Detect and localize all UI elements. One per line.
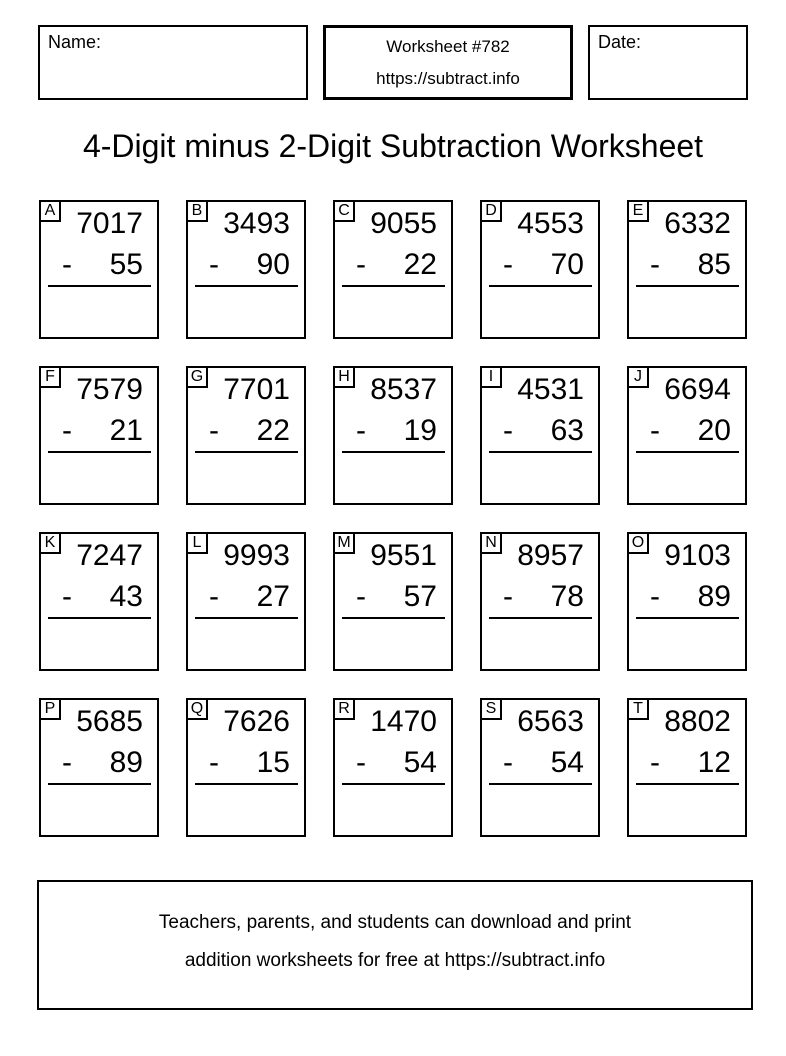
subtrahend-row [629, 248, 745, 282]
minuend: 1470 [370, 705, 437, 738]
subtrahend: 70 [550, 248, 584, 281]
subtrahend-row [482, 580, 598, 614]
header [38, 25, 748, 100]
subtrahend-row [335, 414, 451, 448]
problem-card-q [186, 698, 306, 837]
answer-area[interactable] [489, 617, 592, 657]
footer-line1: Teachers, parents, and students can download and print [158, 912, 632, 933]
problem-card-r [333, 698, 453, 837]
minuend: 7017 [76, 207, 143, 240]
problem-letter: M [333, 532, 355, 554]
subtrahend: 89 [109, 746, 143, 779]
problem-card-l [186, 532, 306, 671]
subtrahend: 15 [256, 746, 290, 779]
answer-area[interactable] [342, 451, 445, 491]
minuend: 4553 [517, 207, 584, 240]
problem-card-t [627, 698, 747, 837]
answer-area[interactable] [636, 285, 739, 325]
problem-letter: T [627, 698, 649, 720]
minuend: 7247 [76, 539, 143, 572]
minuend: 9993 [223, 539, 290, 572]
problem-card-e [627, 200, 747, 339]
problem-letter: K [39, 532, 61, 554]
subtrahend-row [482, 414, 598, 448]
problem-card-n [480, 532, 600, 671]
minus-operator: - [62, 580, 72, 613]
minuend: 6332 [664, 207, 731, 240]
answer-area[interactable] [489, 783, 592, 823]
answer-area[interactable] [48, 617, 151, 657]
answer-area[interactable] [636, 617, 739, 657]
subtrahend: 27 [256, 580, 290, 613]
minus-operator: - [209, 580, 219, 613]
answer-area[interactable] [636, 783, 739, 823]
problem-card-j [627, 366, 747, 505]
name-field-box[interactable] [38, 25, 308, 100]
minus-operator: - [650, 746, 660, 779]
problem-letter: E [627, 200, 649, 222]
problem-card-m [333, 532, 453, 671]
page-title: 4-Digit minus 2-Digit Subtraction Worksheet [82, 128, 704, 164]
answer-area[interactable] [195, 451, 298, 491]
subtrahend-row [335, 580, 451, 614]
minus-operator: - [503, 746, 513, 779]
subtrahend: 22 [256, 414, 290, 447]
minus-operator: - [503, 414, 513, 447]
minus-operator: - [503, 580, 513, 613]
subtrahend-row [629, 746, 745, 780]
minus-operator: - [356, 746, 366, 779]
minuend: 8802 [664, 705, 731, 738]
problem-letter: R [333, 698, 355, 720]
problem-card-p [39, 698, 159, 837]
problem-card-i [480, 366, 600, 505]
subtrahend: 85 [697, 248, 731, 281]
answer-area[interactable] [48, 285, 151, 325]
minuend: 8537 [370, 373, 437, 406]
problem-letter: D [480, 200, 502, 222]
subtrahend: 63 [550, 414, 584, 447]
footer-box [37, 880, 753, 1010]
answer-area[interactable] [195, 285, 298, 325]
answer-area[interactable] [342, 617, 445, 657]
subtrahend: 54 [403, 746, 437, 779]
minus-operator: - [356, 248, 366, 281]
subtrahend: 21 [109, 414, 143, 447]
problem-card-k [39, 532, 159, 671]
answer-area[interactable] [489, 285, 592, 325]
answer-area[interactable] [48, 451, 151, 491]
problem-letter: N [480, 532, 502, 554]
problems-grid [39, 200, 747, 837]
subtrahend-row [188, 580, 304, 614]
subtrahend: 22 [403, 248, 437, 281]
problem-letter: G [186, 366, 208, 388]
problem-card-f [39, 366, 159, 505]
subtrahend-row [41, 414, 157, 448]
subtrahend-row [335, 248, 451, 282]
minus-operator: - [62, 746, 72, 779]
minus-operator: - [62, 248, 72, 281]
subtrahend: 89 [697, 580, 731, 613]
problem-card-c [333, 200, 453, 339]
problem-letter: H [333, 366, 355, 388]
minuend: 4531 [517, 373, 584, 406]
problem-letter: I [480, 366, 502, 388]
subtrahend-row [41, 746, 157, 780]
problem-card-o [627, 532, 747, 671]
worksheet-info-box [323, 25, 573, 100]
problem-card-s [480, 698, 600, 837]
minuend: 5685 [76, 705, 143, 738]
subtrahend: 43 [109, 580, 143, 613]
answer-area[interactable] [48, 783, 151, 823]
answer-area[interactable] [342, 285, 445, 325]
subtrahend-row [188, 746, 304, 780]
subtrahend-row [629, 580, 745, 614]
worksheet-url: https://subtract.info [376, 68, 520, 88]
subtrahend-row [482, 746, 598, 780]
minuend: 3493 [223, 207, 290, 240]
problem-letter: J [627, 366, 649, 388]
problem-letter: A [39, 200, 61, 222]
minus-operator: - [209, 248, 219, 281]
problem-letter: B [186, 200, 208, 222]
answer-area[interactable] [195, 783, 298, 823]
problem-card-b [186, 200, 306, 339]
answer-area[interactable] [195, 617, 298, 657]
subtrahend-row [482, 248, 598, 282]
subtrahend-row [629, 414, 745, 448]
subtrahend-row [188, 248, 304, 282]
subtrahend: 12 [697, 746, 731, 779]
answer-area[interactable] [342, 783, 445, 823]
minuend: 7626 [223, 705, 290, 738]
problem-letter: C [333, 200, 355, 222]
answer-area[interactable] [636, 451, 739, 491]
minus-operator: - [650, 414, 660, 447]
minus-operator: - [209, 746, 219, 779]
subtrahend: 90 [256, 248, 290, 281]
problem-letter: P [39, 698, 61, 720]
minuend: 9103 [664, 539, 731, 572]
minuend: 6563 [517, 705, 584, 738]
footer-line2: addition worksheets for free at https://subtract.info [184, 950, 606, 971]
problem-letter: S [480, 698, 502, 720]
minus-operator: - [62, 414, 72, 447]
minus-operator: - [650, 580, 660, 613]
answer-area[interactable] [489, 451, 592, 491]
subtrahend-row [41, 580, 157, 614]
date-field-box[interactable] [588, 25, 748, 100]
subtrahend: 55 [109, 248, 143, 281]
minus-operator: - [503, 248, 513, 281]
minuend: 7579 [76, 373, 143, 406]
subtrahend-row [41, 248, 157, 282]
minus-operator: - [209, 414, 219, 447]
subtrahend: 20 [697, 414, 731, 447]
subtrahend-row [188, 414, 304, 448]
minuend: 9055 [370, 207, 437, 240]
problem-letter: L [186, 532, 208, 554]
subtrahend: 57 [403, 580, 437, 613]
problem-letter: Q [186, 698, 208, 720]
minus-operator: - [356, 580, 366, 613]
subtrahend: 54 [550, 746, 584, 779]
subtrahend: 78 [550, 580, 584, 613]
problem-card-d [480, 200, 600, 339]
date-label: Date: [598, 32, 642, 52]
minus-operator: - [650, 248, 660, 281]
minuend: 8957 [517, 539, 584, 572]
subtrahend: 19 [403, 414, 437, 447]
minuend: 6694 [664, 373, 731, 406]
problem-card-g [186, 366, 306, 505]
problem-card-h [333, 366, 453, 505]
problem-letter: O [627, 532, 649, 554]
minuend: 9551 [370, 539, 437, 572]
minus-operator: - [356, 414, 366, 447]
subtrahend-row [335, 746, 451, 780]
minuend: 7701 [223, 373, 290, 406]
problem-letter: F [39, 366, 61, 388]
name-label: Name: [48, 32, 102, 52]
worksheet-number: Worksheet #782 [386, 36, 510, 56]
problem-card-a [39, 200, 159, 339]
